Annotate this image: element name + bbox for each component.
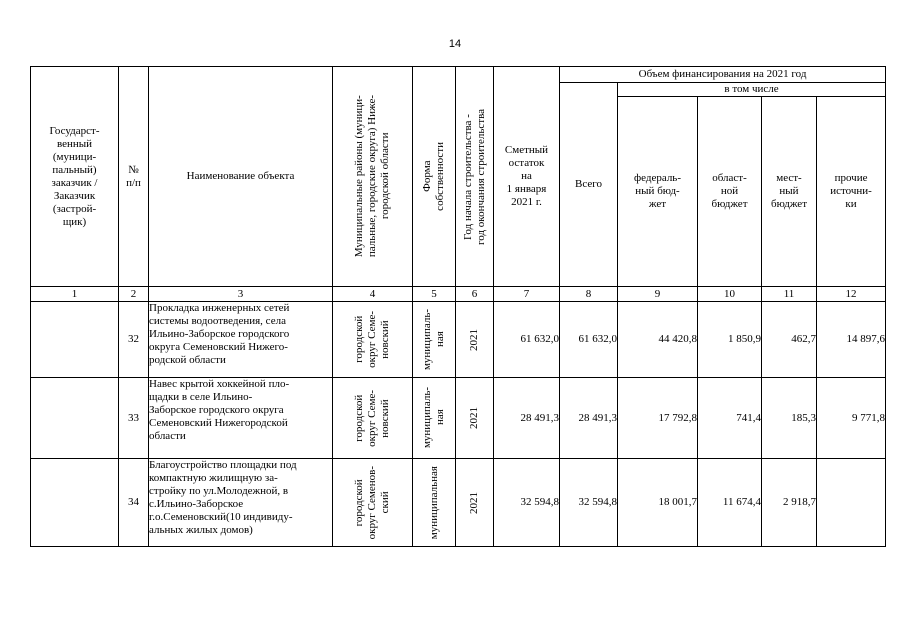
column-number: 4: [333, 287, 413, 302]
header-districts-cell: [333, 67, 413, 287]
row-ownership-cell: [413, 459, 456, 547]
column-number: 2: [119, 287, 149, 302]
row-federal: 18 001,7: [618, 459, 698, 547]
row-estimated-balance: 32 594,8: [494, 459, 560, 547]
row-total: 32 594,8: [560, 459, 618, 547]
row-total: 28 491,3: [560, 378, 618, 459]
row-number: 33: [119, 378, 149, 459]
row-ownership: муниципаль- ная: [421, 308, 446, 371]
row-object-name: Навес крытой хоккейной пло- щадки в селе Ильино- Заборское городского округа Семеновский Нижегородской области: [149, 378, 333, 459]
row-regional: 11 674,4: [698, 459, 762, 547]
row-district: городской округ Семенов- ский: [353, 465, 391, 540]
header-including: в том числе: [618, 83, 886, 97]
row-other: 14 897,6: [817, 302, 886, 378]
row-object-name: Прокладка инженерных сетей системы водоотведения, села Ильино-Заборское городского округа Семеновский Нижего- родской области: [149, 302, 333, 378]
row-years-cell: [456, 459, 494, 547]
column-number: 10: [698, 287, 762, 302]
header-local: мест- ный бюджет: [762, 97, 817, 287]
header-regional: област- ной бюджет: [698, 97, 762, 287]
row-other: [817, 459, 886, 547]
row-total: 61 632,0: [560, 302, 618, 378]
column-number: 9: [618, 287, 698, 302]
column-number: 11: [762, 287, 817, 302]
header-number: № п/п: [119, 67, 149, 287]
row-number: 34: [119, 459, 149, 547]
row-federal: 44 420,8: [618, 302, 698, 378]
header-districts: Муниципальные районы (муници- пальные, городские округа) Ниже- городской области: [353, 95, 391, 258]
column-number: 6: [456, 287, 494, 302]
row-number: 32: [119, 302, 149, 378]
table-row: [31, 459, 886, 547]
header-ownership: Форма собственности: [421, 142, 446, 211]
row-years: 2021: [468, 407, 480, 429]
row-district: городской округ Семе- новский: [353, 311, 391, 368]
row-years: 2021: [468, 328, 480, 351]
table-row: [31, 378, 886, 459]
row-customer: [31, 302, 119, 378]
row-object-name: Благоустройство площадки под компактную жилищную за- стройку по ул.Молодежной, в с.Ильино-Заборское г.о.Семеновский(10 индивиду- альных жилых домов): [149, 459, 333, 547]
row-estimated-balance: 61 632,0: [494, 302, 560, 378]
row-ownership-cell: [413, 378, 456, 459]
row-ownership-cell: [413, 302, 456, 378]
row-regional: 1 850,9: [698, 302, 762, 378]
table-row: [31, 302, 886, 378]
row-customer: [31, 459, 119, 547]
row-years: 2021: [468, 491, 480, 514]
row-district-cell: [333, 459, 413, 547]
row-ownership: муниципальная: [427, 465, 440, 540]
row-district-cell: [333, 302, 413, 378]
row-estimated-balance: 28 491,3: [494, 378, 560, 459]
header-financing-2021: Объем финансирования на 2021 год: [560, 67, 886, 83]
row-ownership: муниципаль- ная: [421, 387, 446, 449]
row-local: 185,3: [762, 378, 817, 459]
header-federal: федераль- ный бюд- жет: [618, 97, 698, 287]
page-number: 14: [448, 38, 462, 50]
row-other: 9 771,8: [817, 378, 886, 459]
column-number: 7: [494, 287, 560, 302]
header-object-name: Наименование объекта: [149, 67, 333, 287]
row-federal: 17 792,8: [618, 378, 698, 459]
column-number: 5: [413, 287, 456, 302]
construction-financing-table: [30, 66, 886, 547]
row-regional: 741,4: [698, 378, 762, 459]
row-customer: [31, 378, 119, 459]
header-estimated-balance: Сметный остаток на 1 января 2021 г.: [494, 67, 560, 287]
column-number: 1: [31, 287, 119, 302]
header-total: Всего: [560, 83, 618, 287]
column-number: 3: [149, 287, 333, 302]
column-number: 12: [817, 287, 886, 302]
row-district-cell: [333, 378, 413, 459]
row-district: городской округ Семе- новский: [353, 389, 391, 447]
column-number: 8: [560, 287, 618, 302]
row-local: 2 918,7: [762, 459, 817, 547]
header-other: прочие источни- ки: [817, 97, 886, 287]
row-local: 462,7: [762, 302, 817, 378]
header-years: Год начала строительства - год окончания строительства: [461, 108, 487, 245]
row-years-cell: [456, 378, 494, 459]
row-years-cell: [456, 302, 494, 378]
header-years-cell: [456, 67, 494, 287]
header-customer: Государст- венный (муници- пальный) заказчик / Заказчик (застрой- щик): [31, 67, 119, 287]
header-ownership-cell: [413, 67, 456, 287]
column-number-row: [31, 287, 886, 302]
